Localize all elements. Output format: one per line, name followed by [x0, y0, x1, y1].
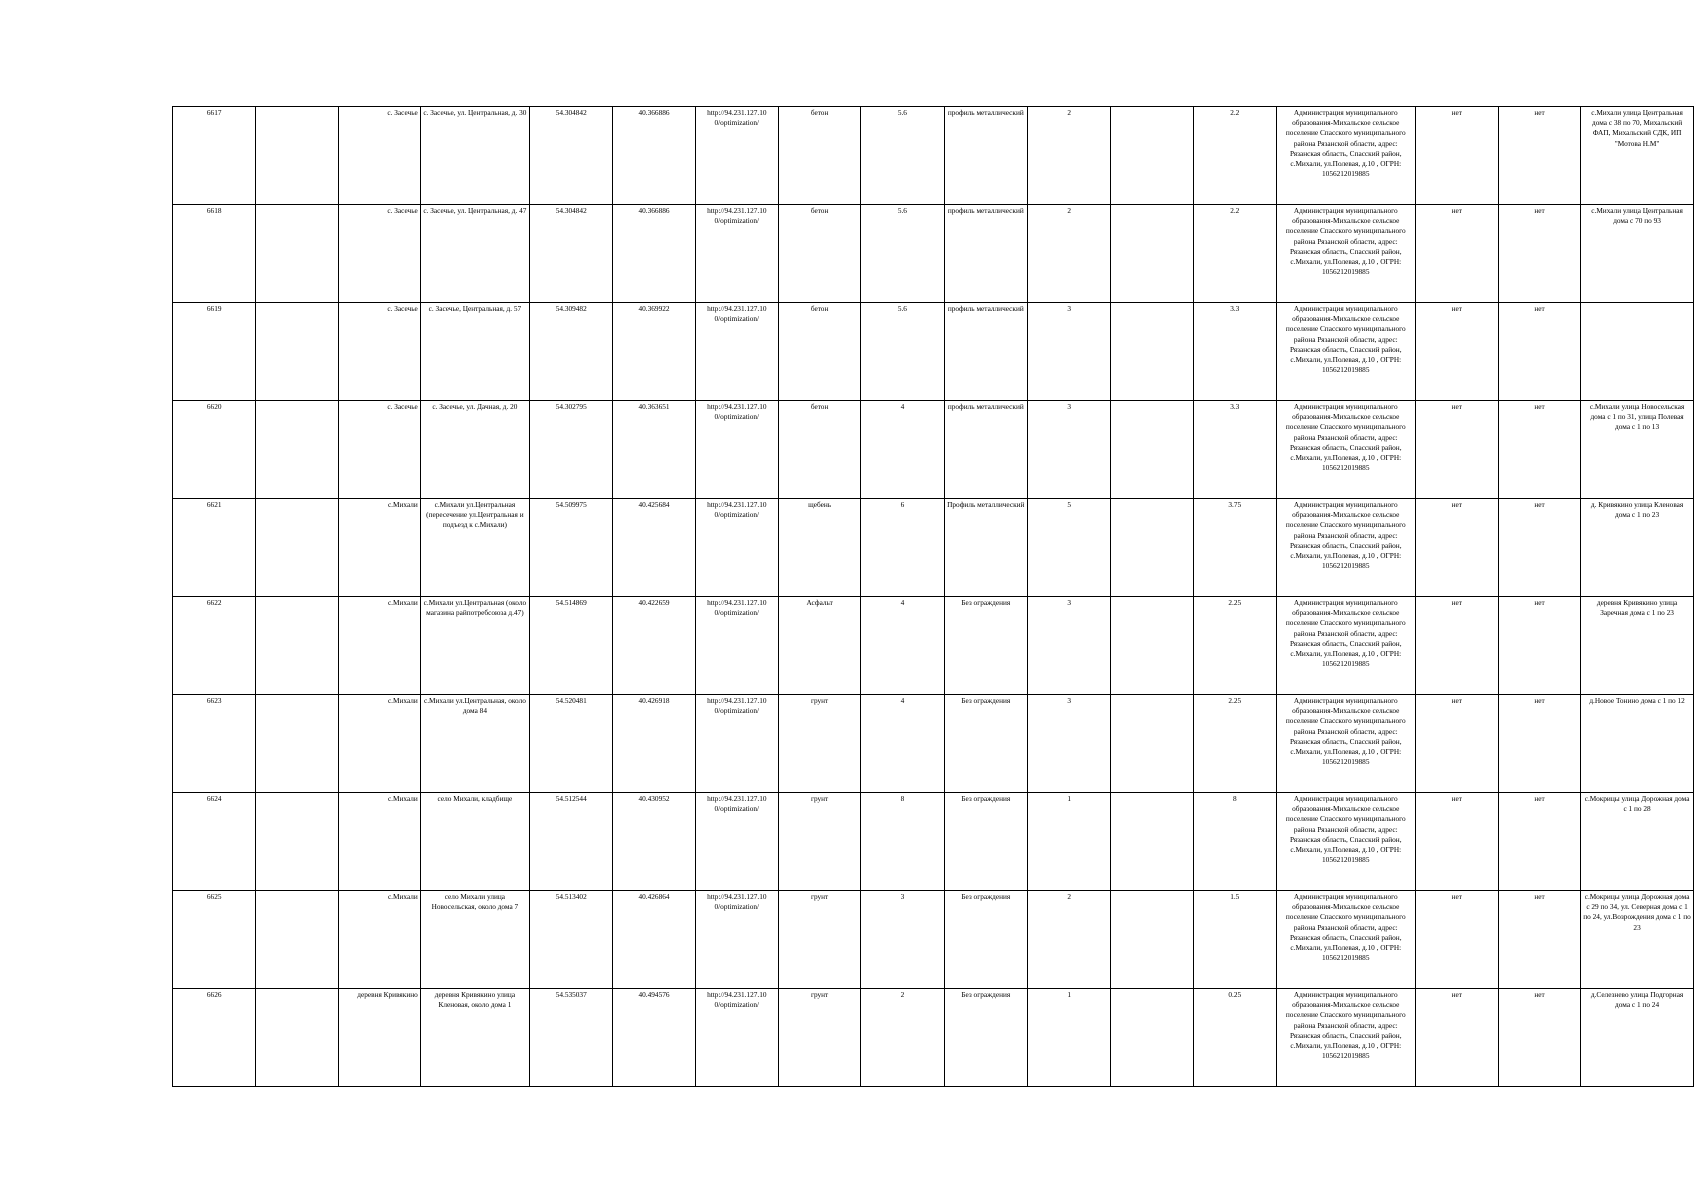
cell-fence: Без ограждения	[944, 793, 1027, 891]
cell-flag-2: нет	[1498, 793, 1580, 891]
cell-served-addresses: с.Мокрицы улица Дорожная дома с 29 по 34, ул. Северная дома с 1 по 24, ул.Возрождения дома с 1 по 23	[1581, 891, 1694, 989]
cell-flag-1: нет	[1415, 107, 1498, 205]
cell-area: 8	[861, 793, 944, 891]
cell-flag-1: нет	[1415, 695, 1498, 793]
cell-bins	[1111, 695, 1193, 793]
cell-area: 4	[861, 597, 944, 695]
cell-settlement: с.Михали	[338, 891, 420, 989]
cell-volume: 3.75	[1193, 499, 1276, 597]
cell-map-link: http://94.231.127.10 0/optimization/	[695, 989, 778, 1087]
cell-served-addresses: с.Михали улица Центральная дома с 70 по 93	[1581, 205, 1694, 303]
cell-flag-2: нет	[1498, 205, 1580, 303]
cell-address: с. Засечье, ул. Дачная, д. 20	[420, 401, 529, 499]
cell-surface: бетон	[779, 205, 861, 303]
cell-volume: 2.2	[1193, 107, 1276, 205]
cell-served-addresses: д.Селезнево улица Подгорная дома с 1 по 24	[1581, 989, 1694, 1087]
cell-flag-1: нет	[1415, 499, 1498, 597]
cell-flag-2: нет	[1498, 499, 1580, 597]
cell-owner: Администрация муниципального образования-Михальское сельское поселение Спасского муниципального района Рязанской области, адрес: Рязанская область, Спасский район, с.Михали, ул.Полевая, д.10 , ОГРН: 1056212019885	[1276, 891, 1415, 989]
cell-address: деревня Кривякино улица Кленовая, около дома 1	[420, 989, 529, 1087]
cell-number: 6623	[173, 695, 256, 793]
cell-number: 6617	[173, 107, 256, 205]
cell-area: 4	[861, 695, 944, 793]
cell-flag-2: нет	[1498, 695, 1580, 793]
cell-address: с.Михали ул.Центральная (около магазина райпотребсоюза д.47)	[420, 597, 529, 695]
cell-longitude: 40.369922	[613, 303, 695, 401]
cell-volume: 1.5	[1193, 891, 1276, 989]
cell-region	[256, 891, 338, 989]
cell-settlement: с. Засечье	[338, 107, 420, 205]
cell-area: 2	[861, 989, 944, 1087]
cell-served-addresses: д. Кривякино улица Кленовая дома с 1 по 23	[1581, 499, 1694, 597]
table-row	[173, 107, 1694, 205]
cell-address: с.Михали ул.Центральная (пересечение ул.Центральная и подъезд к с.Михали)	[420, 499, 529, 597]
cell-latitude: 54.304842	[530, 107, 613, 205]
cell-latitude: 54.304842	[530, 205, 613, 303]
cell-flag-2: нет	[1498, 597, 1580, 695]
cell-latitude: 54.509975	[530, 499, 613, 597]
cell-number: 6620	[173, 401, 256, 499]
document-page	[172, 106, 1694, 1087]
cell-bins	[1111, 597, 1193, 695]
cell-longitude: 40.366886	[613, 107, 695, 205]
cell-latitude: 54.520481	[530, 695, 613, 793]
cell-latitude: 54.513402	[530, 891, 613, 989]
cell-flag-2: нет	[1498, 891, 1580, 989]
cell-area: 3	[861, 891, 944, 989]
cell-surface: бетон	[779, 303, 861, 401]
cell-flag-1: нет	[1415, 303, 1498, 401]
cell-containers: 3	[1027, 597, 1110, 695]
cell-owner: Администрация муниципального образования-Михальское сельское поселение Спасского муниципального района Рязанской области, адрес: Рязанская область, Спасский район, с.Михали, ул.Полевая, д.10 , ОГРН: 1056212019885	[1276, 107, 1415, 205]
cell-flag-1: нет	[1415, 597, 1498, 695]
cell-longitude: 40.426918	[613, 695, 695, 793]
cell-volume: 3.3	[1193, 303, 1276, 401]
cell-region	[256, 597, 338, 695]
cell-flag-1: нет	[1415, 205, 1498, 303]
cell-containers: 1	[1027, 989, 1110, 1087]
cell-containers: 2	[1027, 891, 1110, 989]
cell-area: 5.6	[861, 303, 944, 401]
cell-fence: Без ограждения	[944, 989, 1027, 1087]
cell-containers: 1	[1027, 793, 1110, 891]
cell-owner: Администрация муниципального образования-Михальское сельское поселение Спасского муниципального района Рязанской области, адрес: Рязанская область, Спасский район, с.Михали, ул.Полевая, д.10 , ОГРН: 1056212019885	[1276, 401, 1415, 499]
cell-flag-1: нет	[1415, 989, 1498, 1087]
cell-longitude: 40.363651	[613, 401, 695, 499]
cell-settlement: деревня Кривякино	[338, 989, 420, 1087]
table-row	[173, 597, 1694, 695]
cell-served-addresses: с.Михали улица Центральная дома с 38 по 70, Михальский ФАП, Михальский СДК, ИП "Мотова Н.М"	[1581, 107, 1694, 205]
cell-served-addresses	[1581, 303, 1694, 401]
cell-bins	[1111, 793, 1193, 891]
cell-settlement: с. Засечье	[338, 205, 420, 303]
cell-number: 6626	[173, 989, 256, 1087]
cell-latitude: 54.514869	[530, 597, 613, 695]
cell-address: с. Засечье, Центральная, д. 57	[420, 303, 529, 401]
table-row	[173, 303, 1694, 401]
cell-surface: бетон	[779, 107, 861, 205]
cell-flag-2: нет	[1498, 401, 1580, 499]
cell-number: 6619	[173, 303, 256, 401]
cell-address: с. Засечье, ул. Центральная, д. 47	[420, 205, 529, 303]
cell-region	[256, 303, 338, 401]
table-row	[173, 793, 1694, 891]
cell-settlement: с.Михали	[338, 597, 420, 695]
cell-map-link: http://94.231.127.10 0/optimization/	[695, 793, 778, 891]
cell-served-addresses: с.Мокрицы улица Дорожная дома с 1 по 28	[1581, 793, 1694, 891]
cell-owner: Администрация муниципального образования-Михальское сельское поселение Спасского муниципального района Рязанской области, адрес: Рязанская область, Спасский район, с.Михали, ул.Полевая, д.10 , ОГРН: 1056212019885	[1276, 597, 1415, 695]
cell-map-link: http://94.231.127.10 0/optimization/	[695, 499, 778, 597]
cell-surface: грунт	[779, 891, 861, 989]
cell-fence: профиль металлический	[944, 205, 1027, 303]
cell-settlement: с.Михали	[338, 499, 420, 597]
cell-served-addresses: д.Новое Тонино дома с 1 по 12	[1581, 695, 1694, 793]
cell-longitude: 40.430952	[613, 793, 695, 891]
cell-owner: Администрация муниципального образования-Михальское сельское поселение Спасского муниципального района Рязанской области, адрес: Рязанская область, Спасский район, с.Михали, ул.Полевая, д.10 , ОГРН: 1056212019885	[1276, 303, 1415, 401]
cell-owner: Администрация муниципального образования-Михальское сельское поселение Спасского муниципального района Рязанской области, адрес: Рязанская область, Спасский район, с.Михали, ул.Полевая, д.10 , ОГРН: 1056212019885	[1276, 793, 1415, 891]
cell-fence: профиль металлический	[944, 303, 1027, 401]
cell-fence: Без ограждения	[944, 597, 1027, 695]
cell-map-link: http://94.231.127.10 0/optimization/	[695, 401, 778, 499]
cell-containers: 3	[1027, 401, 1110, 499]
cell-bins	[1111, 107, 1193, 205]
cell-volume: 3.3	[1193, 401, 1276, 499]
cell-map-link: http://94.231.127.10 0/optimization/	[695, 597, 778, 695]
cell-flag-2: нет	[1498, 107, 1580, 205]
cell-surface: щебень	[779, 499, 861, 597]
cell-surface: грунт	[779, 695, 861, 793]
cell-number: 6624	[173, 793, 256, 891]
cell-served-addresses: с.Михали улица Новосельская дома с 1 по 31, улица Полевая дома с 1 по 13	[1581, 401, 1694, 499]
cell-map-link: http://94.231.127.10 0/optimization/	[695, 107, 778, 205]
cell-longitude: 40.366886	[613, 205, 695, 303]
cell-address: село Михали, кладбище	[420, 793, 529, 891]
cell-map-link: http://94.231.127.10 0/optimization/	[695, 205, 778, 303]
cell-latitude: 54.309482	[530, 303, 613, 401]
cell-number: 6625	[173, 891, 256, 989]
cell-surface: Асфальт	[779, 597, 861, 695]
cell-region	[256, 205, 338, 303]
cell-settlement: с.Михали	[338, 793, 420, 891]
cell-flag-1: нет	[1415, 401, 1498, 499]
cell-flag-1: нет	[1415, 891, 1498, 989]
table-body	[173, 107, 1694, 1087]
cell-region	[256, 107, 338, 205]
cell-region	[256, 499, 338, 597]
cell-surface: грунт	[779, 793, 861, 891]
cell-owner: Администрация муниципального образования-Михальское сельское поселение Спасского муниципального района Рязанской области, адрес: Рязанская область, Спасский район, с.Михали, ул.Полевая, д.10 , ОГРН: 1056212019885	[1276, 205, 1415, 303]
table-row	[173, 205, 1694, 303]
cell-area: 4	[861, 401, 944, 499]
cell-latitude: 54.302795	[530, 401, 613, 499]
cell-address: с.Михали ул.Центральная, около дома 84	[420, 695, 529, 793]
waste-sites-table	[172, 106, 1694, 1087]
cell-flag-1: нет	[1415, 793, 1498, 891]
cell-served-addresses: деревня Кривякино улица Заречная дома с 1 по 23	[1581, 597, 1694, 695]
cell-region	[256, 401, 338, 499]
cell-region	[256, 793, 338, 891]
cell-settlement: с. Засечье	[338, 401, 420, 499]
cell-volume: 2.25	[1193, 695, 1276, 793]
cell-containers: 2	[1027, 107, 1110, 205]
cell-volume: 0.25	[1193, 989, 1276, 1087]
table-row	[173, 989, 1694, 1087]
cell-fence: Без ограждения	[944, 891, 1027, 989]
cell-bins	[1111, 303, 1193, 401]
cell-bins	[1111, 401, 1193, 499]
cell-surface: бетон	[779, 401, 861, 499]
cell-address: село Михали улица Новосельская, около дома 7	[420, 891, 529, 989]
table-row	[173, 499, 1694, 597]
table-row	[173, 401, 1694, 499]
cell-map-link: http://94.231.127.10 0/optimization/	[695, 891, 778, 989]
cell-longitude: 40.426864	[613, 891, 695, 989]
cell-bins	[1111, 205, 1193, 303]
cell-number: 6618	[173, 205, 256, 303]
cell-address: с. Засечье, ул. Центральная, д. 30	[420, 107, 529, 205]
cell-map-link: http://94.231.127.10 0/optimization/	[695, 303, 778, 401]
cell-settlement: с.Михали	[338, 695, 420, 793]
cell-number: 6622	[173, 597, 256, 695]
cell-region	[256, 695, 338, 793]
cell-fence: Без ограждения	[944, 695, 1027, 793]
cell-settlement: с. Засечье	[338, 303, 420, 401]
cell-longitude: 40.494576	[613, 989, 695, 1087]
cell-longitude: 40.425684	[613, 499, 695, 597]
cell-containers: 3	[1027, 695, 1110, 793]
cell-volume: 8	[1193, 793, 1276, 891]
cell-longitude: 40.422659	[613, 597, 695, 695]
cell-bins	[1111, 891, 1193, 989]
cell-latitude: 54.535037	[530, 989, 613, 1087]
cell-area: 5.6	[861, 205, 944, 303]
cell-map-link: http://94.231.127.10 0/optimization/	[695, 695, 778, 793]
cell-owner: Администрация муниципального образования-Михальское сельское поселение Спасского муниципального района Рязанской области, адрес: Рязанская область, Спасский район, с.Михали, ул.Полевая, д.10 , ОГРН: 1056212019885	[1276, 499, 1415, 597]
cell-bins	[1111, 989, 1193, 1087]
table-row	[173, 695, 1694, 793]
cell-fence: профиль металлический	[944, 107, 1027, 205]
cell-area: 5.6	[861, 107, 944, 205]
cell-fence: Профиль металлический	[944, 499, 1027, 597]
cell-number: 6621	[173, 499, 256, 597]
cell-flag-2: нет	[1498, 303, 1580, 401]
cell-containers: 5	[1027, 499, 1110, 597]
cell-surface: грунт	[779, 989, 861, 1087]
cell-containers: 2	[1027, 205, 1110, 303]
cell-volume: 2.25	[1193, 597, 1276, 695]
cell-volume: 2.2	[1193, 205, 1276, 303]
cell-bins	[1111, 499, 1193, 597]
table-row	[173, 891, 1694, 989]
cell-latitude: 54.512544	[530, 793, 613, 891]
cell-owner: Администрация муниципального образования-Михальское сельское поселение Спасского муниципального района Рязанской области, адрес: Рязанская область, Спасский район, с.Михали, ул.Полевая, д.10 , ОГРН: 1056212019885	[1276, 989, 1415, 1087]
cell-area: 6	[861, 499, 944, 597]
cell-containers: 3	[1027, 303, 1110, 401]
cell-flag-2: нет	[1498, 989, 1580, 1087]
cell-fence: профиль металлический	[944, 401, 1027, 499]
cell-region	[256, 989, 338, 1087]
cell-owner: Администрация муниципального образования-Михальское сельское поселение Спасского муниципального района Рязанской области, адрес: Рязанская область, Спасский район, с.Михали, ул.Полевая, д.10 , ОГРН: 1056212019885	[1276, 695, 1415, 793]
